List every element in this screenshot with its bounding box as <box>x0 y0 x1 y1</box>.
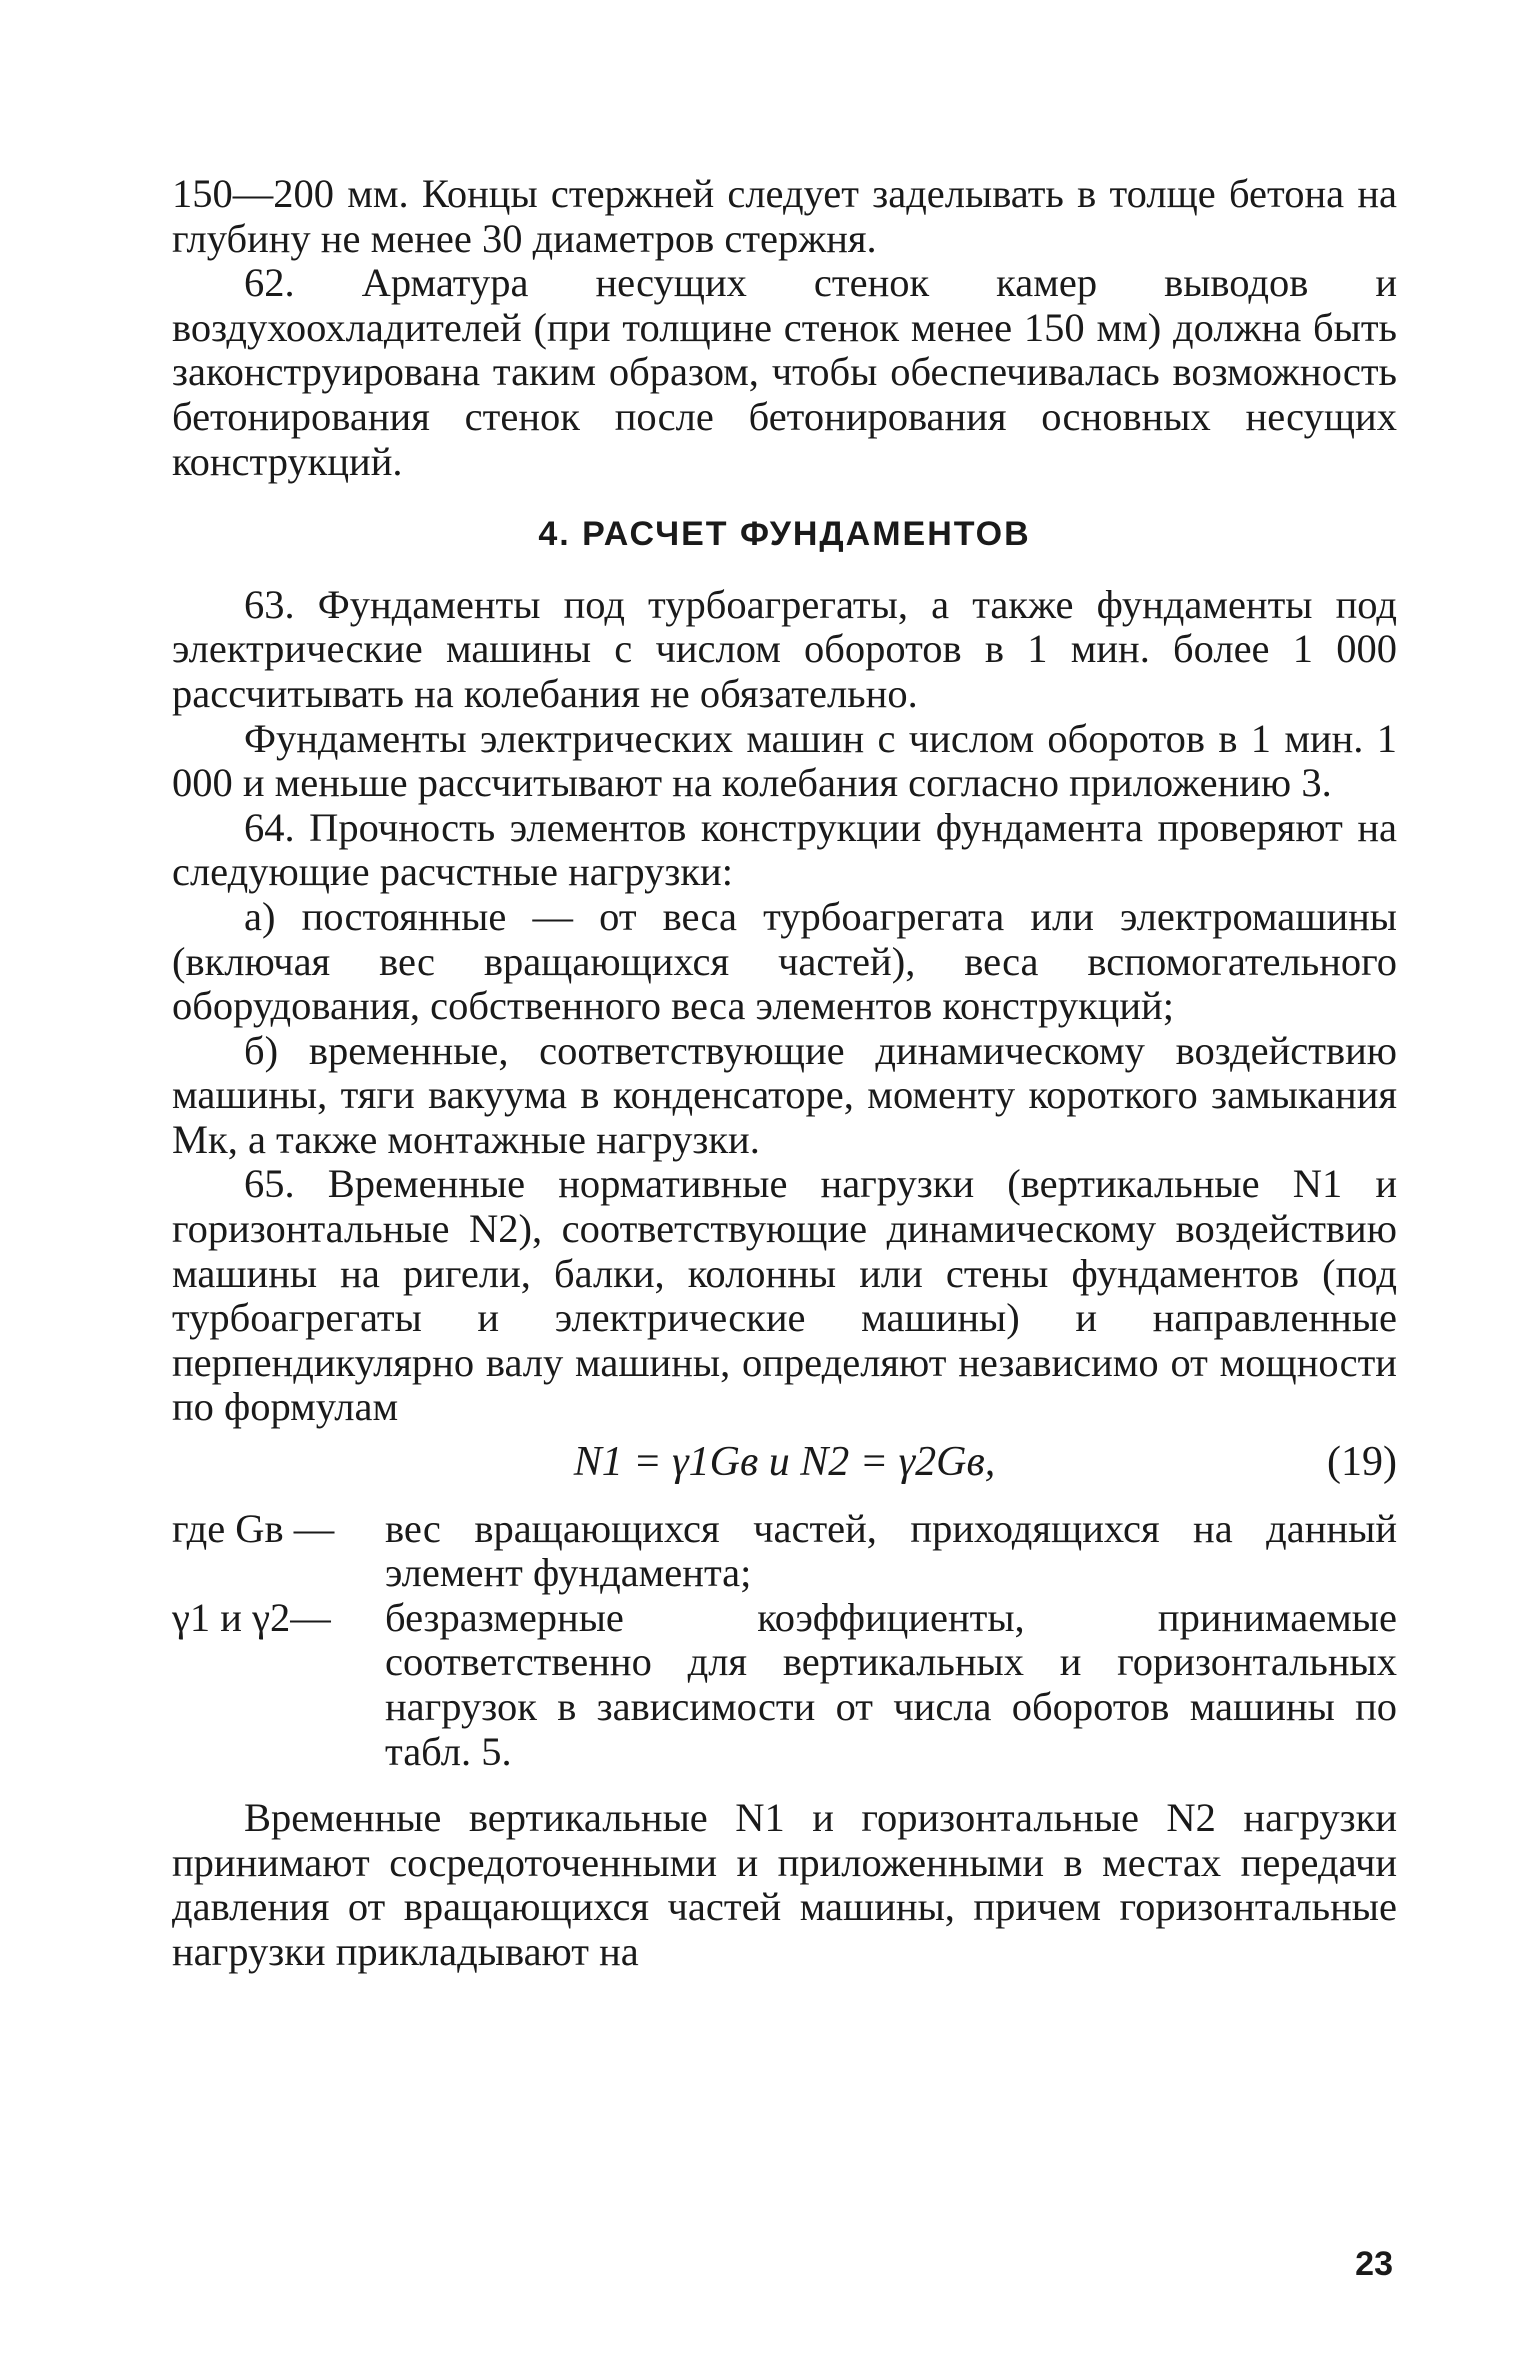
definition-text: вес вращающихся частей, приходящихся на данный элемент фундамента; <box>385 1505 1397 1596</box>
definition-item <box>172 1507 1397 1596</box>
paragraph-63: 63. Фундаменты под турбоагрегаты, а также фундаменты под электрические машины с числом оборотов в 1 мин. более 1 000 рассчитывать на колебания не обязательно. <box>172 581 1397 716</box>
definition-term: где Gв — <box>172 1505 335 1551</box>
paragraph-64-b: б) временные, соответствующие динамическому воздействию машины, тяги вакуума в конденсаторе, моменту короткого замыкания Mк, а также монтажные нагрузки. <box>172 1027 1397 1162</box>
paragraph-65-cont: Временные вертикальные N1 и горизонтальные N2 нагрузки принимают сосредоточенными и приложенными в местах передачи давления от вращающихся частей машины, причем горизонтальные нагрузки прикладывают на <box>172 1795 1397 1974</box>
paragraph-63-cont: Фундаменты электрических машин с числом оборотов в 1 мин. 1 000 и меньше рассчитывают на колебания согласно приложению 3. <box>172 715 1397 806</box>
paragraph-62: 62. Арматура несущих стенок камер выводов и воздухоохладителей (при толщине стенок менее 150 мм) должна быть законструирована таким образом, чтобы обеспечивалась возможность бетонирования стенок после бетонирования основных несущих конструкций. <box>172 260 1397 484</box>
formula-expression: N1 = γ1Gв и N2 = γ2Gв, <box>573 1439 996 1486</box>
paragraph-65: 65. Временные нормативные нагрузки (вертикальные N1 и горизонтальные N2), соответствующие динамическому воздействию машины на ригели, балки, колонны или стены фундаментов (под турбоагрегаты и электрические машины) и направленные перпендикулярно валу машины, определяют независимо от мощности по формулам <box>172 1161 1397 1430</box>
definition-item <box>172 1596 1397 1774</box>
page-number: 23 <box>1355 2245 1393 2283</box>
formula-19 <box>172 1440 1397 1485</box>
section-heading: 4. РАСЧЕТ ФУНДАМЕНТОВ <box>538 515 1031 554</box>
body-text <box>172 172 1397 1975</box>
definitions-list <box>172 1507 1397 1775</box>
paragraph-continuation: 150—200 мм. Концы стержней следует заделывать в толще бетона на глубину не менее 30 диаметров стержня. <box>172 171 1397 261</box>
formula-number: (19) <box>1327 1439 1397 1486</box>
paragraph-64: 64. Прочность элементов конструкции фундамента проверяют на следующие расчстные нагрузки: <box>172 804 1397 895</box>
definition-text: безразмерные коэффициенты, принимаемые соответственно для вертикальных и горизонтальных нагрузок в зависимости от числа оборотов машины по табл. 5. <box>385 1594 1397 1774</box>
paragraph-64-a: а) постоянные — от веса турбоагрегата или электромашины (включая вес вращающихся частей), веса вспомогательного оборудования, собственного веса элементов конструкций; <box>172 893 1397 1029</box>
definition-term: γ1 и γ2— <box>172 1594 331 1640</box>
